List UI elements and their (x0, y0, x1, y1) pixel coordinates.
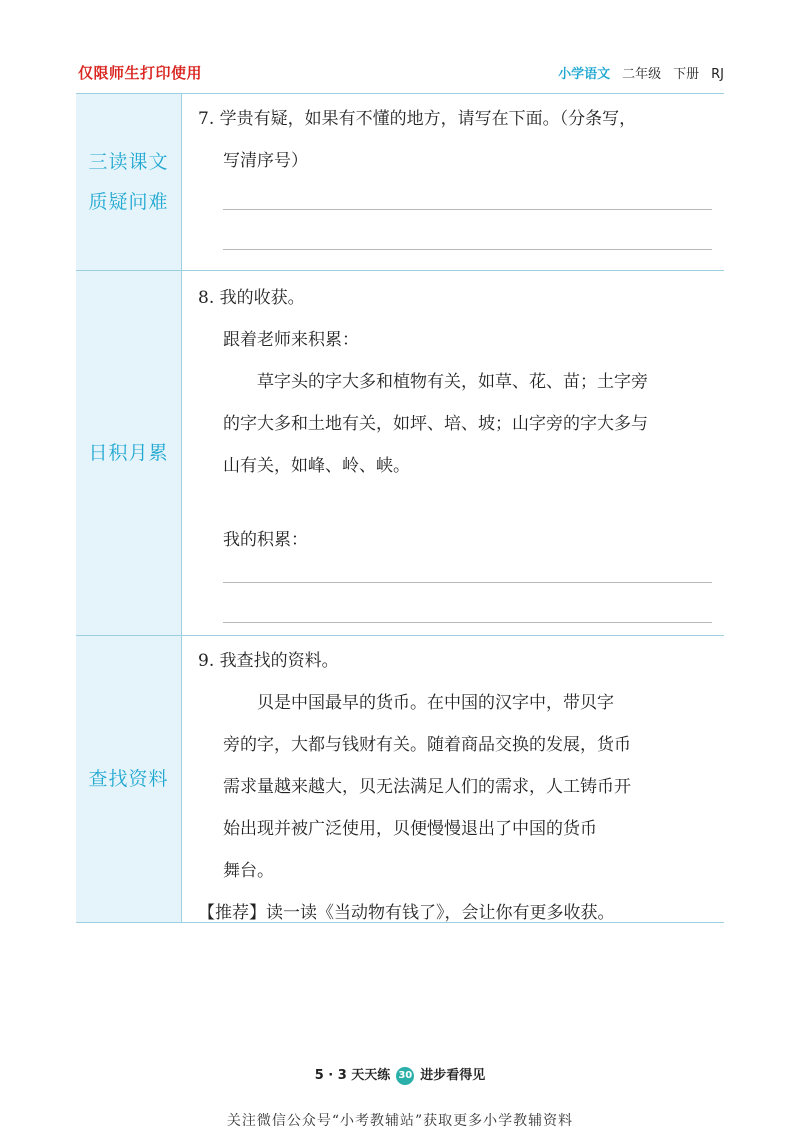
section-label-cell (76, 271, 182, 635)
question-7-text: 7. 学贵有疑，如果有不懂的地方，请写在下面。（分条写， (198, 109, 637, 129)
teacher-accumulate-label: 跟着老师来积累： (223, 330, 359, 350)
paragraph-line: 山有关，如峰、岭、峡。 (223, 456, 410, 476)
section-questions (76, 94, 724, 271)
paragraph-line: 草字头的字大多和植物有关，如草、花、苗；土字旁 (257, 372, 648, 392)
section-accumulation (76, 271, 724, 636)
section-label-cell (76, 94, 182, 270)
paragraph-line: 需求量越来越大，贝无法满足人们的需求，人工铸币开 (223, 777, 631, 797)
recommendation-line: 【推荐】读一读《当动物有钱了》，会让你有更多收获。 (198, 903, 615, 923)
page-footer (0, 1064, 800, 1085)
answer-line-1[interactable] (223, 182, 712, 210)
section-label: 查找资料 (88, 768, 169, 790)
my-accumulate-label: 我的积累： (223, 530, 308, 550)
page-number-badge: 30 (396, 1067, 414, 1085)
section-content (182, 271, 724, 635)
subject-label: 小学语文 (558, 67, 611, 82)
paragraph-line: 贝是中国最早的货币。在中国的汉字中，带贝字 (257, 693, 614, 713)
section-label: 日积月累 (88, 442, 169, 464)
paragraph-line: 始出现并被广泛使用，贝便慢慢退出了中国的货币 (223, 819, 597, 839)
footer-slogan: 进步看得见 (420, 1068, 486, 1083)
question-9-title: 9. 我查找的资料。 (198, 651, 339, 671)
term-label: 下册 (673, 67, 700, 82)
wechat-note: 关注微信公众号“小考教辅站”获取更多小学教辅资料 (226, 1113, 574, 1129)
section-label: 三读课文 质疑问难 (88, 151, 169, 213)
section-content (182, 636, 724, 922)
question-7-text-cont: 写清序号） (223, 151, 308, 171)
answer-line-1[interactable] (223, 561, 712, 583)
question-8-title: 8. 我的收获。 (198, 288, 305, 308)
section-content (182, 94, 724, 270)
grade-label: 二年级 (622, 67, 662, 82)
print-notice: 仅限师生打印使用 (78, 64, 203, 82)
footer-brand: 5 · 3 天天练 (314, 1068, 391, 1083)
paragraph-line: 旁的字，大都与钱财有关。随着商品交换的发展，货币 (223, 735, 631, 755)
paragraph-line: 的字大多和土地有关，如坪、培、坡；山字旁的字大多与 (223, 414, 648, 434)
edition-label: RJ (711, 67, 724, 82)
answer-line-2[interactable] (223, 583, 712, 623)
answer-line-2[interactable] (223, 210, 712, 250)
book-info (558, 63, 724, 82)
paragraph-line: 舞台。 (223, 861, 274, 881)
section-research (76, 636, 724, 922)
worksheet-table (76, 93, 724, 923)
section-label-cell (76, 636, 182, 922)
